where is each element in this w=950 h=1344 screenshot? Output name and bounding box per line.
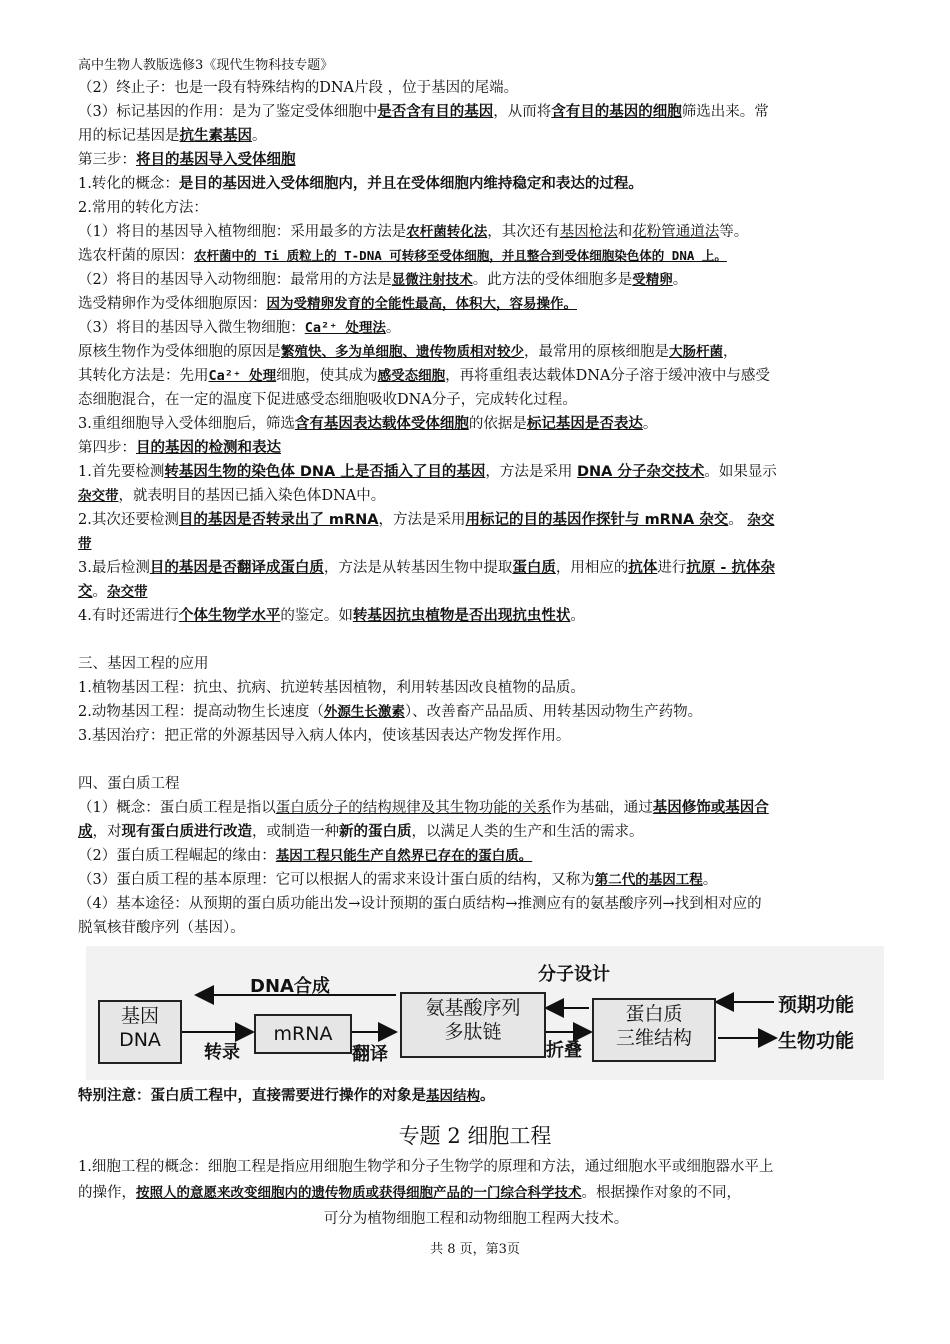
expected-function-label: 预期功能 (778, 994, 855, 1016)
protein-structure-box: 蛋白质 三维结构 (592, 998, 716, 1062)
text-line: 1.细胞工程的概念：细胞工程是指应用细胞生物学和分子生物学的原理和方法，通过细胞水平或细胞器水平上 (78, 1159, 774, 1175)
text-line: 2.常用的转化方法： (78, 200, 208, 216)
text-line: 3.最后检测目的基因是否翻译成蛋白质，方法是从转基因生物中提取蛋白质，用相应的抗体进行抗原 - 抗体杂 (78, 560, 775, 576)
cell-engineering-paragraph (78, 1154, 874, 1232)
text-line: 其转化方法是：先用Ca²⁺ 处理细胞，使其成为感受态细胞，再将重组表达载体DNA分子溶于缓冲液中与感受 (78, 368, 770, 384)
text-line: 1.植物基因工程：抗虫、抗病、抗逆转基因植物，利用转基因改良植物的品质。 (78, 680, 585, 696)
text-line: 4.有时还需进行个体生物学水平的鉴定。如转基因抗虫植物是否出现抗虫性状。 (78, 608, 585, 624)
amino-acid-box: 氨基酸序列 多肽链 (400, 992, 546, 1058)
folding-label: 折叠 (546, 1040, 582, 1061)
text-line: （2）蛋白质工程崛起的缘由：基因工程只能生产自然界已存在的蛋白质。 (78, 848, 533, 864)
text-line: 2.动物基因工程：提高动物生长速度（外源生长激素）、改善畜产品品质、用转基因动物生产药物。 (78, 704, 703, 720)
page-footer: 共 8 页，第3页 (430, 1242, 520, 1257)
step-heading: 第三步：将目的基因导入受体细胞 (78, 152, 296, 168)
text-line: 1.首先要检测转基因生物的染色体 DNA 上是否插入了目的基因，方法是采用 DNA 分子杂交技术。如果显示 (78, 464, 777, 480)
text-line: 原核生物作为受体细胞的原因是繁殖快、多为单细胞、遗传物质相对较少，最常用的原核细胞是大肠杆菌， (78, 344, 738, 360)
text-line: 杂交带，就表明目的基因已插入染色体DNA中。 (78, 488, 386, 504)
gene-dna-box: 基因 DNA (98, 1000, 182, 1064)
mrna-box: mRNA (254, 1014, 352, 1054)
text-line: 1.转化的概念：是目的基因进入受体细胞内，并且在受体细胞内维持稳定和表达的过程。 (78, 176, 643, 192)
protein-engineering-diagram (86, 946, 884, 1080)
text-line: 脱氧核苷酸序列（基因）。 (78, 920, 245, 936)
text-line: （1）将目的基因导入植物细胞：采用最多的方法是农杆菌转化法，其次还有基因枪法和花粉管通道法等。 (78, 224, 749, 240)
document-body (78, 76, 874, 940)
text-line: 选受精卵作为受体细胞原因：因为受精卵发育的全能性最高，体积大，容易操作。 (78, 296, 577, 312)
text-line: 2.其次还要检测目的基因是否转录出了 mRNA，方法是采用用标记的目的基因作探针与 mRNA 杂交。 杂交 (78, 512, 775, 528)
text-line: 用的标记基因是抗生素基因。 (78, 128, 267, 144)
dna-synthesis-label: DNA合成 (250, 976, 330, 997)
molecular-design-label: 分子设计 (538, 964, 610, 985)
text-line: 带 (78, 536, 92, 552)
text-line: （3）蛋白质工程的基本原理：它可以根据人的需求来设计蛋白质的结构，又称为第二代的基因工程。 (78, 872, 718, 888)
text-line: （3）将目的基因导入微生物细胞：Ca²⁺ 处理法。 (78, 320, 401, 336)
page-header: 高中生物人教版选修3《现代生物科技专题》 (78, 58, 334, 73)
text-line: （3）标记基因的作用：是为了鉴定受体细胞中是否含有目的基因，从而将含有目的基因的细胞筛选出来。常 (78, 104, 769, 120)
transcription-label: 转录 (204, 1042, 240, 1063)
text-line: 3.基因治疗：把正常的外源基因导入病人体内，使该基因表达产物发挥作用。 (78, 728, 571, 744)
text-line: （1）概念：蛋白质工程是指以蛋白质分子的结构规律及其生物功能的关系作为基础，通过基因修饰或基因合 (78, 800, 769, 816)
translation-label: 翻译 (352, 1044, 388, 1065)
text-line: 成，对现有蛋白质进行改造，或制造一种新的蛋白质，以满足人类的生产和生活的需求。 (78, 824, 644, 840)
text-line: （2）将目的基因导入动物细胞：最常用的方法是显微注射技术。此方法的受体细胞多是受精卵。 (78, 272, 688, 288)
section-heading: 三、基因工程的应用 (78, 656, 209, 672)
text-line: （2）终止子：也是一段有特殊结构的DNA片段 ，位于基因的尾端。 (78, 80, 519, 96)
text-line: 可分为植物细胞工程和动物细胞工程两大技术。 (323, 1211, 629, 1227)
text-line: 选农杆菌的原因：农杆菌中的 Ti 质粒上的 T-DNA 可转移至受体细胞，并且整合到受体细胞染色体的 DNA 上。 (78, 248, 727, 264)
bio-function-label: 生物功能 (778, 1030, 855, 1052)
text-line: （4）基本途径：从预期的蛋白质功能出发→设计预期的蛋白质结构→推测应有的氨基酸序列→找到相对应的 (78, 896, 762, 912)
text-line: 交。杂交带 (78, 584, 148, 600)
special-note: 特别注意：蛋白质工程中，直接需要进行操作的对象是基因结构。 (78, 1088, 495, 1104)
text-line: 的操作，按照人的意愿来改变细胞内的遗传物质或获得细胞产品的一门综合科学技术。根据操作对象的不同， (78, 1185, 741, 1201)
text-line: 3.重组细胞导入受体细胞后，筛选含有基因表达载体受体细胞的依据是标记基因是否表达。 (78, 416, 658, 432)
step-heading: 第四步：目的基因的检测和表达 (78, 440, 281, 456)
section-title: 专题 2 细胞工程 (398, 1124, 552, 1148)
section-heading: 四、蛋白质工程 (78, 776, 180, 792)
text-line: 态细胞混合，在一定的温度下促进感受态细胞吸收DNA分子，完成转化过程。 (78, 392, 577, 408)
